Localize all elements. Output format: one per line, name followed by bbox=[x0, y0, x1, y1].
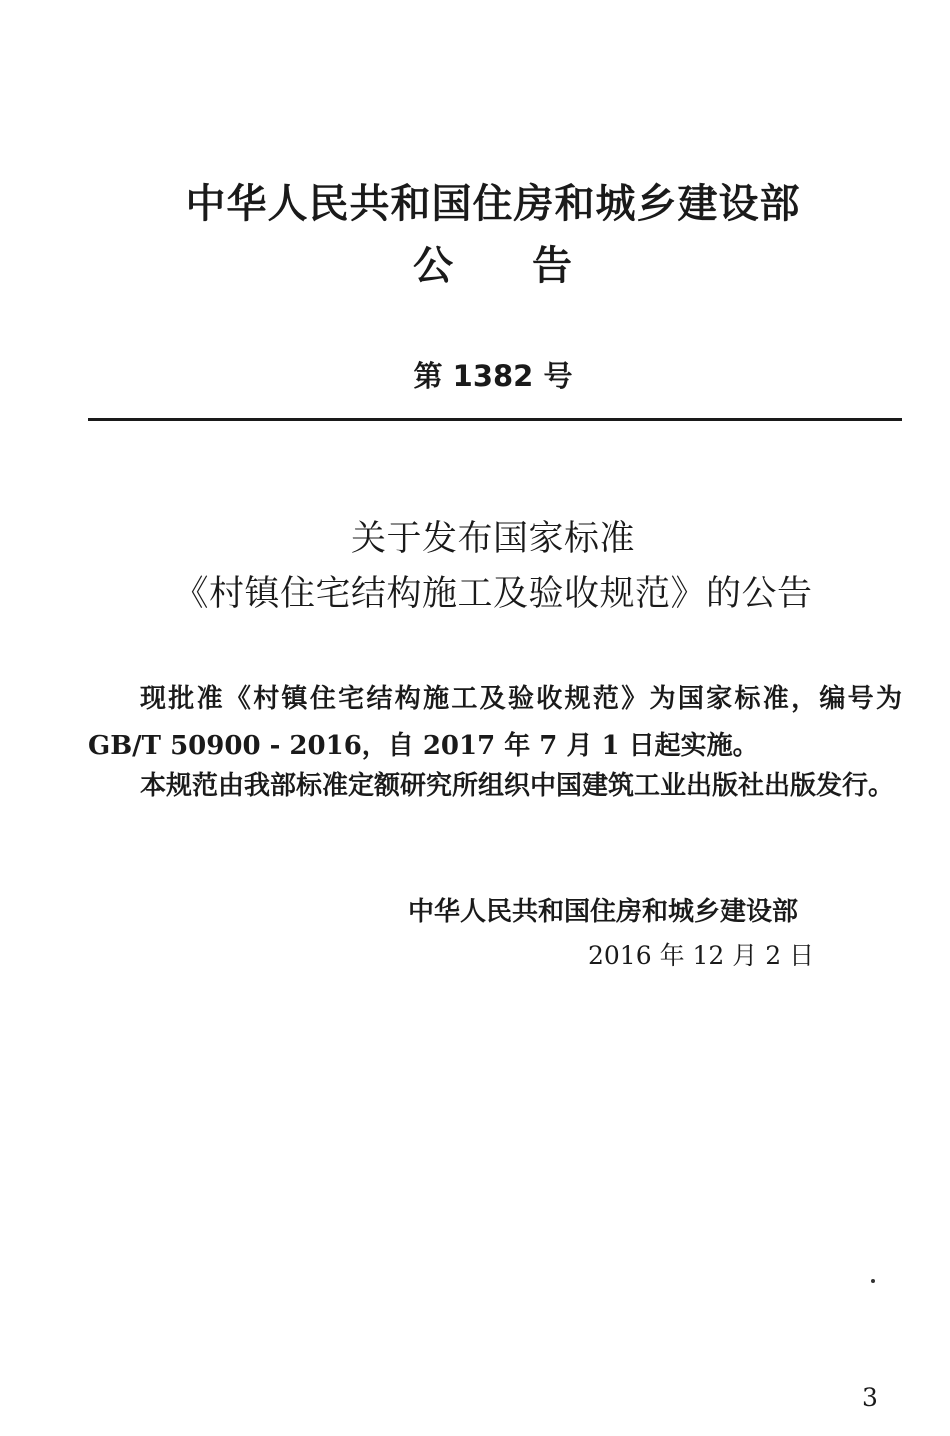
scan-speck bbox=[871, 1279, 875, 1283]
issuer-signature: 中华人民共和国住房和城乡建设部 bbox=[408, 897, 799, 927]
subject-title-line2: 《村镇住宅结构施工及验收规范》的公告 bbox=[173, 574, 813, 614]
announcement-label-right: 告 bbox=[532, 243, 573, 289]
issue-date: 2016 年 12 月 2 日 bbox=[588, 941, 815, 970]
ministry-title: 中华人民共和国住房和城乡建设部 bbox=[185, 181, 801, 227]
announcement-label-left: 公 bbox=[413, 243, 454, 289]
header-divider bbox=[88, 418, 902, 421]
announcement-label bbox=[0, 240, 950, 292]
notice-number: 第 1382 号 bbox=[413, 359, 573, 393]
subject-title-line1: 关于发布国家标准 bbox=[350, 519, 635, 559]
body-paragraph-publication: 本规范由我部标准定额研究所组织中国建筑工业出版社出版发行。 bbox=[140, 771, 895, 801]
body-paragraph-approval: 现批准《村镇住宅结构施工及验收规范》为国家标准，编号为 GB/T 50900 - 2016，自 2017 年 7 月 1 日起实施。 bbox=[88, 684, 902, 761]
page-number: 3 bbox=[862, 1383, 878, 1412]
